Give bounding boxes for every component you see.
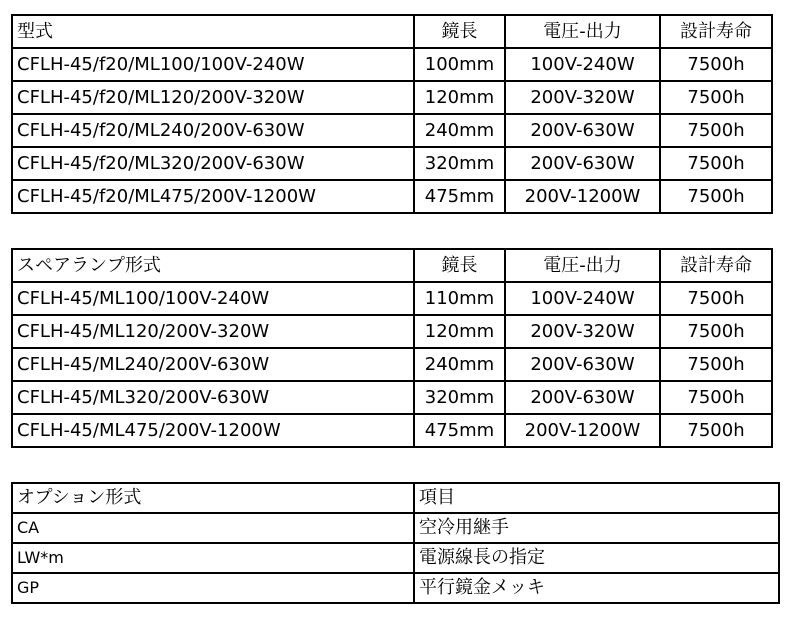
cell-voltage-output: 200V-320W: [505, 81, 660, 114]
cell-length: 120mm: [414, 81, 505, 114]
table-row: [12, 381, 772, 414]
table-row: [12, 315, 772, 348]
table-row: [12, 180, 772, 213]
cell-length: 240mm: [414, 348, 505, 381]
table-row: [12, 543, 779, 573]
table-row: [12, 48, 772, 81]
table-row: [12, 573, 779, 603]
table-row: [12, 81, 772, 114]
cell-voltage-output: 200V-630W: [505, 114, 660, 147]
cell-model: CFLH-45/ML120/200V-320W: [12, 315, 414, 348]
cell-design-life: 7500h: [660, 381, 772, 414]
cell-design-life: 7500h: [660, 114, 772, 147]
option-table: [11, 482, 780, 604]
cell-length: 320mm: [414, 381, 505, 414]
cell-design-life: 7500h: [660, 282, 772, 315]
cell-design-life: 7500h: [660, 48, 772, 81]
cell-design-life: 7500h: [660, 147, 772, 180]
cell-length: 120mm: [414, 315, 505, 348]
table-row: [12, 513, 779, 543]
cell-voltage-output: 100V-240W: [505, 282, 660, 315]
cell-option-code: CA: [12, 513, 414, 543]
header-length: 鏡長: [414, 249, 505, 282]
cell-option-code: LW*m: [12, 543, 414, 573]
cell-length: 240mm: [414, 114, 505, 147]
cell-option-item: 電源線長の指定: [414, 543, 779, 573]
cell-length: 475mm: [414, 414, 505, 447]
header-length: 鏡長: [414, 15, 505, 48]
cell-voltage-output: 200V-1200W: [505, 180, 660, 213]
cell-design-life: 7500h: [660, 348, 772, 381]
cell-voltage-output: 200V-630W: [505, 348, 660, 381]
header-voltage-output: 電圧-出力: [505, 15, 660, 48]
cell-model: CFLH-45/ML320/200V-630W: [12, 381, 414, 414]
cell-model: CFLH-45/f20/ML475/200V-1200W: [12, 180, 414, 213]
cell-model: CFLH-45/f20/ML240/200V-630W: [12, 114, 414, 147]
cell-model: CFLH-45/f20/ML100/100V-240W: [12, 48, 414, 81]
header-item: 項目: [414, 483, 779, 513]
cell-voltage-output: 200V-630W: [505, 147, 660, 180]
table-header-row: [12, 15, 772, 48]
table-row: [12, 414, 772, 447]
cell-voltage-output: 100V-240W: [505, 48, 660, 81]
cell-model: CFLH-45/f20/ML320/200V-630W: [12, 147, 414, 180]
table-row: [12, 114, 772, 147]
cell-option-item: 平行鏡金メッキ: [414, 573, 779, 603]
cell-design-life: 7500h: [660, 315, 772, 348]
cell-design-life: 7500h: [660, 180, 772, 213]
cell-model: CFLH-45/ML100/100V-240W: [12, 282, 414, 315]
table-header-row: [12, 249, 772, 282]
cell-voltage-output: 200V-1200W: [505, 414, 660, 447]
cell-length: 320mm: [414, 147, 505, 180]
header-design-life: 設計寿命: [660, 249, 772, 282]
header-model: 型式: [12, 15, 414, 48]
table-header-row: [12, 483, 779, 513]
cell-voltage-output: 200V-630W: [505, 381, 660, 414]
cell-voltage-output: 200V-320W: [505, 315, 660, 348]
cell-design-life: 7500h: [660, 414, 772, 447]
header-option-model: オプション形式: [12, 483, 414, 513]
cell-length: 100mm: [414, 48, 505, 81]
table-row: [12, 282, 772, 315]
cell-option-item: 空冷用継手: [414, 513, 779, 543]
cell-model: CFLH-45/ML475/200V-1200W: [12, 414, 414, 447]
table-row: [12, 348, 772, 381]
table-row: [12, 147, 772, 180]
cell-design-life: 7500h: [660, 81, 772, 114]
cell-option-code: GP: [12, 573, 414, 603]
header-voltage-output: 電圧-出力: [505, 249, 660, 282]
spare-lamp-table: [11, 248, 773, 448]
cell-model: CFLH-45/f20/ML120/200V-320W: [12, 81, 414, 114]
model-table: [11, 14, 773, 214]
header-design-life: 設計寿命: [660, 15, 772, 48]
cell-length: 110mm: [414, 282, 505, 315]
cell-length: 475mm: [414, 180, 505, 213]
header-spare-lamp-model: スペアランプ形式: [12, 249, 414, 282]
cell-model: CFLH-45/ML240/200V-630W: [12, 348, 414, 381]
